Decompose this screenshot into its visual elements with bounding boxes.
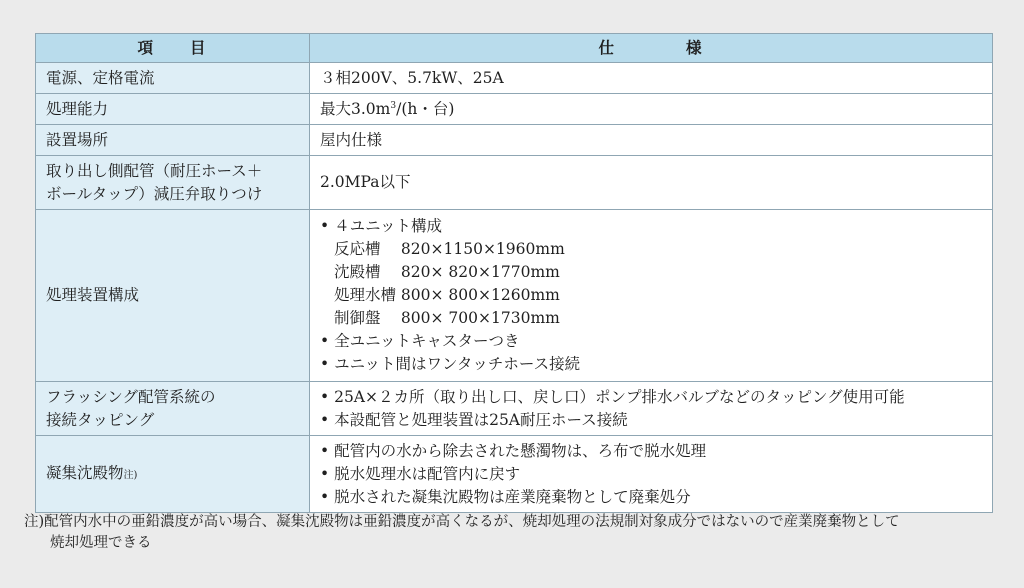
config-line: 制御盤 800× 700×1730mm [334, 309, 560, 327]
capacity-pre: 最大3.0m [320, 99, 391, 118]
row-sludge-item [36, 436, 310, 513]
config-line: • ４ユニット構成 [320, 215, 982, 238]
row-capacity-value [310, 94, 993, 125]
table-row [36, 210, 993, 382]
footnote [24, 512, 1004, 554]
row-place-item: 設置場所 [36, 125, 310, 156]
sludge-line: • 配管内の水から除去された懸濁物は、ろ布で脱水処理 [320, 440, 982, 463]
sludge-line: • 脱水処理水は配管内に戻す [320, 463, 982, 486]
sludge-item-note: 注) [123, 469, 138, 481]
row-sludge-value [310, 436, 993, 513]
table-row [36, 382, 993, 436]
flushing-line: • 25A×２カ所（取り出し口、戻し口）ポンプ排水バルブなどのタッピング使用可能 [320, 386, 982, 409]
row-capacity-item: 処理能力 [36, 94, 310, 125]
table-row [36, 436, 993, 513]
row-flushing-value [310, 382, 993, 436]
config-line: 反応槽 820×1150×1960mm [334, 240, 565, 258]
config-line: 沈殿槽 820× 820×1770mm [334, 263, 560, 281]
flushing-line: • 本設配管と処理装置は25A耐圧ホース接続 [320, 409, 982, 432]
row-outlet-value: 2.0MPa以下 [310, 156, 993, 210]
sludge-item-label: 凝集沈殿物 [46, 463, 124, 482]
table-row [36, 156, 993, 210]
row-power-value: ３相200V、5.7kW、25A [310, 63, 993, 94]
table-row [36, 94, 993, 125]
row-outlet-item [36, 156, 310, 210]
capacity-post: /(h・台) [396, 99, 455, 118]
row-flushing-item [36, 382, 310, 436]
header-spec: 仕 様 [310, 34, 993, 63]
header-item: 項 目 [36, 34, 310, 63]
spec-table [35, 33, 993, 513]
sludge-line: • 脱水された凝集沈殿物は産業廃棄物として廃棄処分 [320, 486, 982, 509]
table-row [36, 63, 993, 94]
outlet-item-line1: 取り出し側配管（耐圧ホース＋ [46, 161, 263, 180]
flushing-item-line2: 接続タッピング [46, 410, 155, 429]
footnote-line2: 焼却処理できる [50, 535, 152, 551]
config-line: • ユニット間はワンタッチホース接続 [320, 353, 982, 376]
outlet-item-line2: ボールタップ）減圧弁取りつけ [46, 184, 263, 203]
row-power-item: 電源、定格電流 [36, 63, 310, 94]
table-row [36, 125, 993, 156]
flushing-item-line1: フラッシング配管系統の [46, 387, 216, 406]
footnote-line1: 注)配管内水中の亜鉛濃度が高い場合、凝集沈殿物は亜鉛濃度が高くなるが、焼却処理の法規制対象成分ではないので産業廃棄物として [24, 514, 900, 530]
row-config-item: 処理装置構成 [36, 210, 310, 382]
config-line: 処理水槽 800× 800×1260mm [334, 286, 560, 304]
row-config-value [310, 210, 993, 382]
table-header-row [36, 34, 993, 63]
config-line: • 全ユニットキャスターつき [320, 330, 982, 353]
capacity-sup: 3 [390, 100, 397, 111]
row-place-value: 屋内仕様 [310, 125, 993, 156]
